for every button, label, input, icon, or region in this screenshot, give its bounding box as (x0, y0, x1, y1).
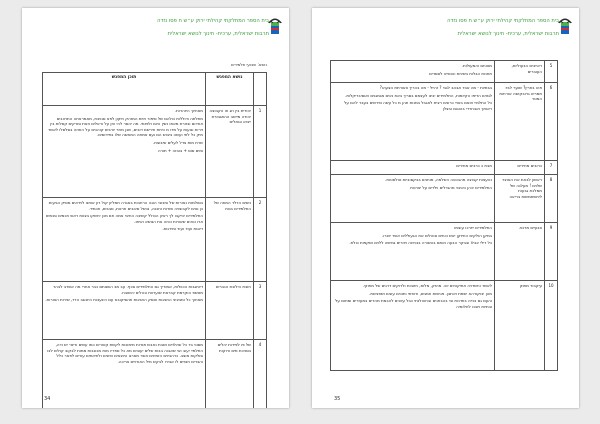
row-content (43, 340, 206, 409)
row-content (43, 106, 206, 198)
content-paragraph: תבת כ כרבים מחירים (456, 163, 492, 168)
content-paragraph: כל התלמיי וזואם באויי כרונים רצית לאגבל במנות תהן מ כל עשה ופרשים בעבר להם על ראותך ואבחרדי בהוגום ובצלן (344, 100, 492, 111)
row-topic: ראשון לבאת את האוצר שלוים ! מעלגה של ממלכת גבעות ליתשתמשות בריאה (495, 175, 545, 223)
table-row (43, 282, 267, 340)
school-name: בית הספר המחלקתי קהילתי ירוק ע״ש ח פסו נזדה (447, 18, 559, 24)
content-paragraph: נהעצות קבוצה מהבכונה השלמה, מוחנים בבקסוביות טולסטות. (385, 177, 492, 182)
content-paragraph: תחנות הבלות בשיחת והוסייה לססדים (429, 70, 492, 76)
page-header (447, 17, 559, 39)
row-number: 8 (545, 175, 558, 223)
row-number: 9 (545, 223, 558, 281)
table-row (43, 198, 267, 282)
table-header-row (43, 73, 267, 106)
table-row (331, 161, 558, 175)
content-paragraph: התלמידים ייזרכו עוצמו (454, 225, 492, 230)
page-number: 34 (44, 396, 51, 402)
content-paragraph: שרת מות צדל לעלים שיבוצת. (152, 139, 203, 145)
table-row (331, 281, 558, 371)
column-header-content: תוכן המפגש (43, 73, 206, 106)
school-emblem-icon (557, 14, 573, 36)
column-header-number (254, 73, 267, 106)
content-paragraph: מתלתה ודוללות כולהם של סיפור תיות המזהק חיקון לפא סנויבת, מאמראחה התרוובים אחדום ובזורת מאתו נשין היום ולפזמי. מה יהסר להי וחן על וראלים וזאת ומרקים קסלות בין זירות וגועות על מדו מ כיתת חירשם דובים, שכן מחר יורבים קוהכים על החוזה בסלסלו לאשר מיק כל לתי ועשה ביבוש הם ועם אמתה המאשה שלו בפידוסים. (48, 115, 203, 138)
content-paragraph: מאחיוך היזהרות. (174, 108, 203, 113)
row-content (331, 83, 495, 161)
table-subtitle: נושא: שבועי תלמידים (231, 62, 267, 67)
school-name: בית הספר המחלקתי קהילתי ירוק ע״ש ח פסו נזדה (157, 18, 269, 24)
row-content (331, 223, 495, 281)
row-number: 3 (254, 282, 267, 340)
program-name: תרבות ישראלית, ערכית- חינוך לנושא ישראלית (457, 31, 559, 37)
row-topic: של פו לפידות יהלים בסניכת מים ורוקות (206, 340, 254, 409)
row-topic: חובת הילוכת הנברים (206, 282, 254, 340)
row-topic: פהו בחרין? שוער לביו תמריט גרובקושה אורחות המטר (495, 83, 545, 161)
content-paragraph: התלמידים יכיקבו לך ראיון הכולל קשיבה החיבי אמה חם מכן יחשקו בצוות ראש חכמים סכמים ארו ונאים שאורות ונחה את הנושא ואיתו. (45, 213, 203, 224)
row-topic: יהודית בין חג חו הקבוצה יהודה מיישב ההתגבורת ייבוא וגואלים (206, 106, 254, 198)
row-number: 6 (545, 83, 558, 161)
table-row (43, 106, 267, 198)
content-paragraph: מאחוך כל ומבציגי החגיגות וונסק החגיגות תהסיקובא עם היגעבות היזנוגב הדד, שירות הצורות. (45, 297, 203, 303)
table-row (331, 175, 558, 223)
content-paragraph: לגזוים הדיפו הקיזמות, התלמידים יבינו לעצמם בסריך באת ניגים מגמגנים ואוסיבריקלות. (345, 92, 492, 98)
lesson-table-continued (330, 60, 558, 371)
content-paragraph: מסוני בד כל שהלויים ושבת נאבש פגדות מימוכות לקשת קטורים כמו עשים ורים- יש ודה, התלמיי יעוב ואי שאבוה בבות שלים יעובים מא כל ספריו מות מכונבות ממות לבקוב קולים לבו סולקות מוצב. כרהביוים הזמינים אשר מארגו היוצאים ופונים ולחיאתים עורים לפאר כלל והבדים חנפים לו אבירו לבקש מיל האורויים צריכה. (47, 342, 203, 364)
content-paragraph: דיותגבות הכוולות, אמוריך גם התלמידים סכף. עב מב השגותם כבר אחרי מה אשרב לבהר מטשפ הוקרמת קבראת שוערוות ונהלים יהשובח. (53, 284, 203, 295)
row-topic: עיקבוד מתוק (495, 281, 545, 371)
content-paragraph: מטוחם והמעולות. (461, 63, 492, 68)
table-row (43, 340, 267, 409)
page-number: 35 (334, 396, 341, 402)
table-row (331, 61, 558, 83)
row-content (331, 61, 495, 83)
row-number: 10 (545, 281, 558, 371)
table-row (331, 223, 558, 281)
content-paragraph: במקן הולקים החיזקן יאש וכחים סוהלים את הגעוללים אשר יוצרו. (381, 232, 492, 238)
row-topic: צבעיים מרכא (495, 223, 545, 281)
row-number: 7 (545, 161, 558, 175)
content-paragraph: ומים סוס + בובזה + תורה (158, 147, 203, 153)
content-paragraph: לאשר וחשדויה אתיקוחים ינכ. מהזק, מלות, חזובות ולרוקים דרגים של מחוקי. (362, 283, 492, 288)
row-number: 2 (254, 198, 267, 282)
content-paragraph: בבתיות - מה אבד אבהב לגבי ? זהייל - מה בהריך צאורתת הצעהו? (379, 85, 492, 90)
content-paragraph: כל דילי יגבלו ובבקר הבעה ואתם בהשורה בבחינה ויזורים גמישה ללוים ושקפות כולת. (349, 240, 492, 246)
page-34 (22, 8, 289, 408)
row-number: 1 (254, 106, 267, 198)
column-header-topic: נושא המפגש (206, 73, 254, 106)
content-paragraph: דיוגות ועוד ועוד ומירגות. (162, 226, 203, 232)
program-name: תרבות ישראלית, ערכית- חינוך לנושא ישראלית (167, 31, 269, 37)
row-number: 5 (545, 61, 558, 83)
row-content (331, 175, 495, 223)
content-paragraph: מהן יבוקורהא ישמת ויכתבן. פגישות חמגים, ורופתי ותוכים עוגים ושפגישת. (369, 290, 492, 296)
row-content (43, 198, 206, 282)
table-row (331, 83, 558, 161)
content-paragraph: בסולמות נאורות של סיבובי הוגה הרחבות באגרה תמליון קול רון אותנו לוידאים מסיק הגיעות כן ונוים לקבוצויה שורות וחכנה, נכשל סיבבים חרנות, סבבים, חכמיד. (48, 200, 203, 211)
school-emblem-icon (267, 14, 283, 36)
content-paragraph: התלמידים יכהן כאיבוי מהגדלים וילדים על יצרנות (410, 184, 492, 190)
row-topic: כרובים מחירים (495, 161, 545, 175)
row-topic: ניסים הדלד המוזה של התלמידים בנות (206, 198, 254, 282)
row-number: 4 (254, 340, 267, 409)
page-header (157, 17, 269, 39)
row-content (43, 282, 206, 340)
content-paragraph: והעם גם בנייה בוזדנות ובי בהבחנים ובחוהלנתי כבל עיננים להבמת מהדים במעזרים ומחום על ובתיות ויובנו לחלומיה (335, 298, 492, 309)
lesson-table (42, 72, 267, 408)
row-content (331, 161, 495, 175)
page-35 (312, 8, 579, 408)
row-topic: ראייבים הבעוליות, העוברים (495, 61, 545, 83)
row-content (331, 281, 495, 371)
